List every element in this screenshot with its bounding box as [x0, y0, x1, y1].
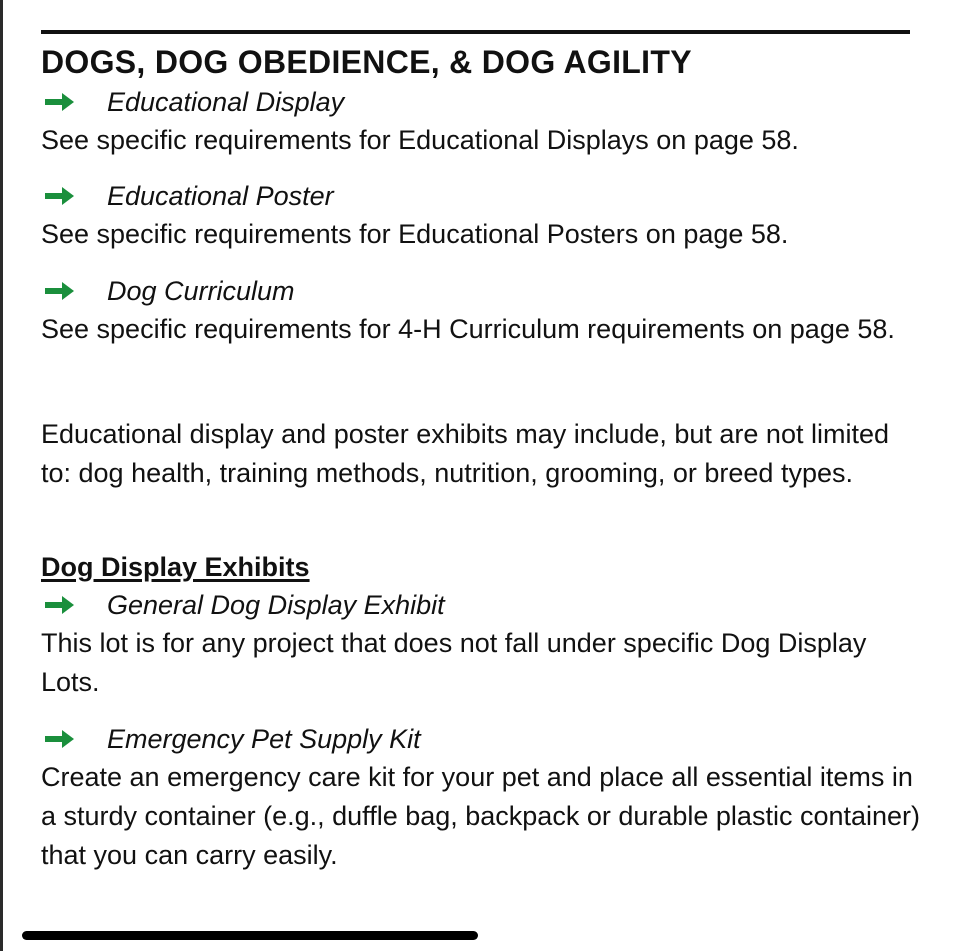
section-heading: Dog Display Exhibits: [41, 552, 310, 582]
lot-description: This lot is for any project that does not fall under specific Dog Display Lots.: [41, 628, 867, 697]
lot-item-emergency-pet-supply-kit: [41, 720, 921, 875]
lot-label: General Dog Display Exhibit: [107, 590, 445, 620]
arrow-right-icon: [43, 90, 77, 114]
lot-label: Educational Poster: [107, 181, 334, 211]
lot-item-dog-curriculum: [41, 272, 921, 349]
arrow-right-icon: [43, 727, 77, 751]
arrow-right-icon: [43, 279, 77, 303]
page-title: DOGS, DOG OBEDIENCE, & DOG AGILITY: [41, 44, 692, 80]
page-edge-line: [0, 0, 3, 951]
lot-description: See specific requirements for Educational Posters on page 58.: [41, 219, 789, 249]
lot-item-educational-poster: [41, 177, 921, 254]
lot-label: Emergency Pet Supply Kit: [107, 724, 421, 754]
lot-description: See specific requirements for 4-H Curriculum requirements on page 58.: [41, 314, 895, 344]
arrow-right-icon: [43, 593, 77, 617]
lot-item-educational-display: [41, 83, 921, 160]
lot-label: Dog Curriculum: [107, 276, 295, 306]
top-rule: [41, 30, 910, 34]
exhibit-topics-paragraph: Educational display and poster exhibits may include, but are not limited to: dog health, training methods, nutrition, grooming, or breed types.: [41, 419, 889, 488]
home-indicator-bar[interactable]: [22, 931, 478, 940]
lot-description: Create an emergency care kit for your pet and place all essential items in a sturdy container (e.g., duffle bag, backpack or durable plastic container) that you can carry easily.: [41, 762, 921, 870]
lot-item-general-dog-display: [41, 586, 921, 702]
arrow-right-icon: [43, 184, 77, 208]
lot-description: See specific requirements for Educational Displays on page 58.: [41, 125, 799, 155]
lot-label: Educational Display: [107, 87, 345, 117]
